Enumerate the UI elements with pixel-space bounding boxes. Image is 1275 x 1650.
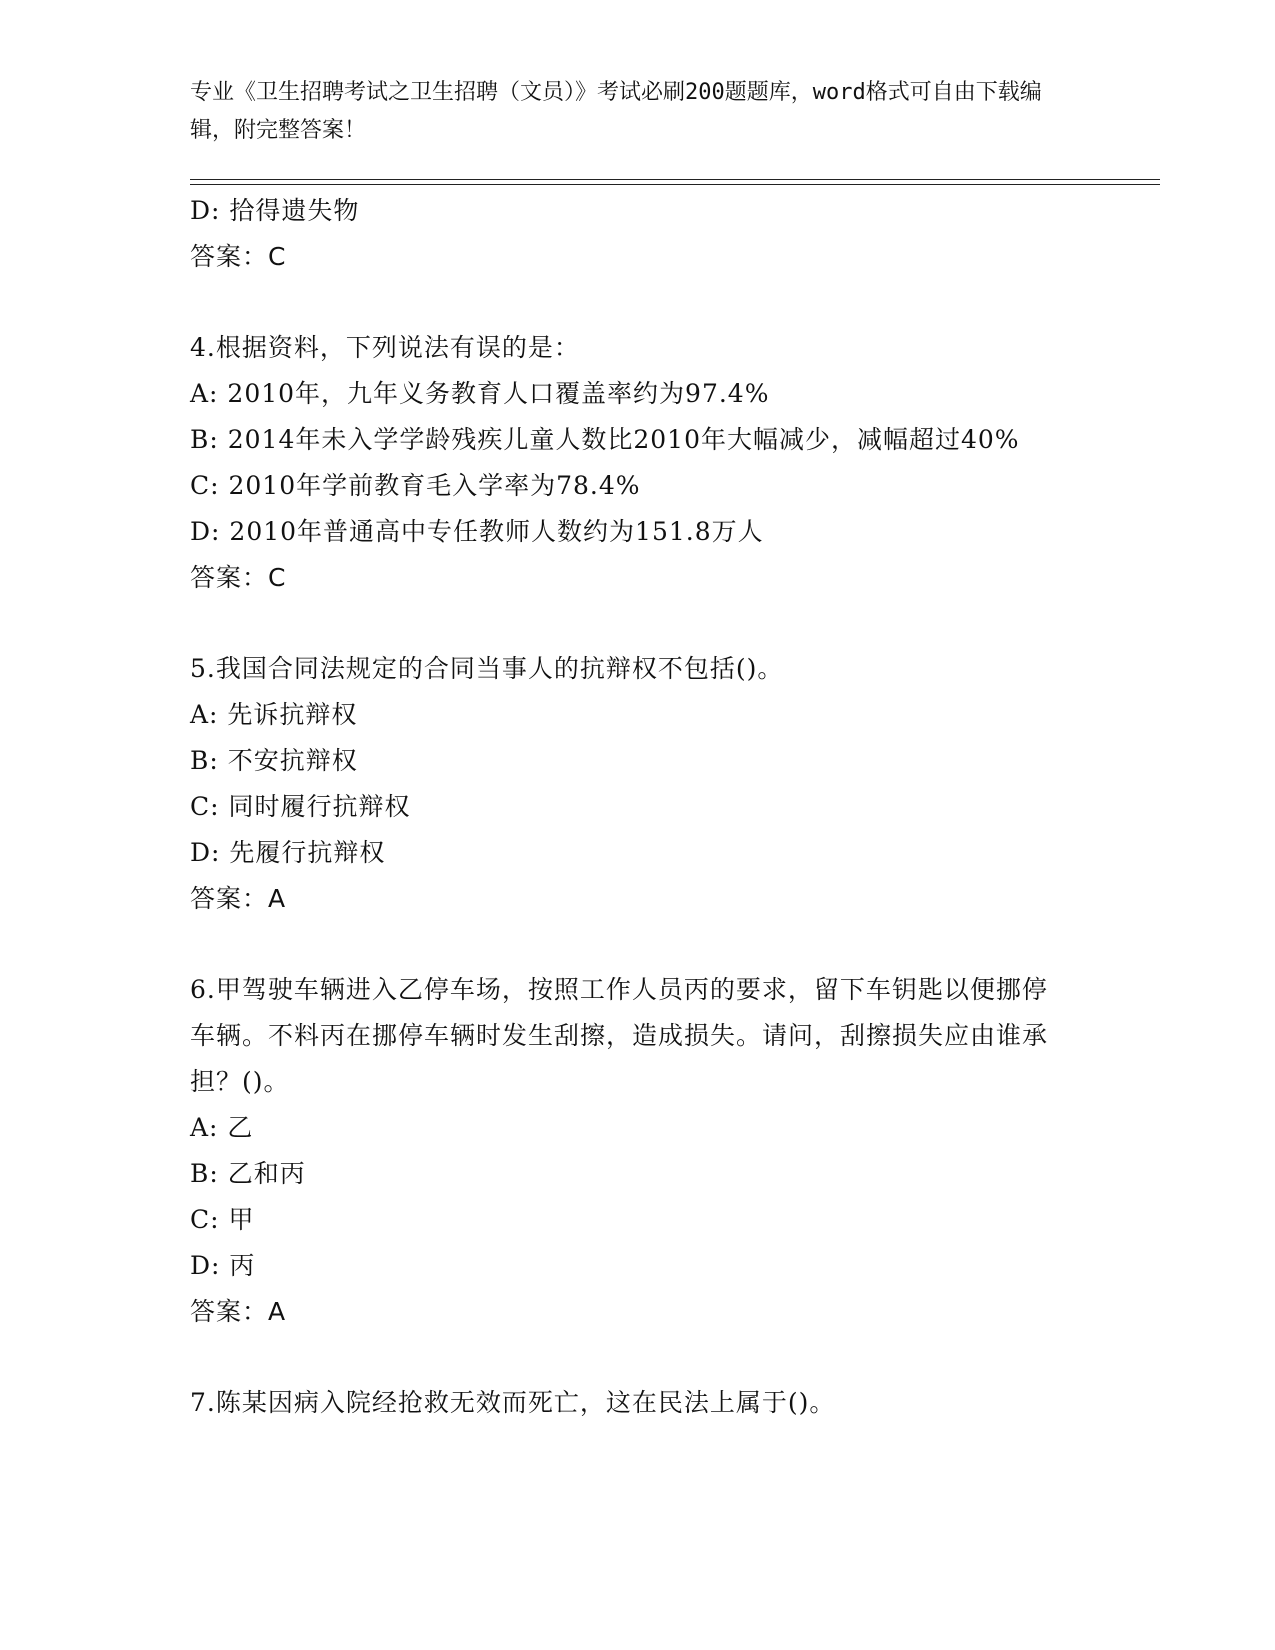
question-6 bbox=[190, 967, 1090, 1335]
question-text: 7.陈某因病入院经抢救无效而死亡，这在民法上属于()。 bbox=[190, 1388, 836, 1417]
question-text: 4.根据资料，下列说法有误的是： bbox=[190, 333, 580, 362]
spacer bbox=[190, 1335, 1090, 1380]
question-text: 5.我国合同法规定的合同当事人的抗辩权不包括()。 bbox=[190, 654, 784, 683]
answer: 答案：C bbox=[190, 242, 287, 271]
option-d: D: 拾得遗失物 bbox=[190, 196, 360, 225]
option-a: A: 先诉抗辩权 bbox=[190, 700, 358, 729]
question-list bbox=[190, 188, 1090, 1426]
option-d: D: 先履行抗辩权 bbox=[190, 838, 386, 867]
option-a: A: 乙 bbox=[190, 1113, 254, 1142]
answer: 答案：A bbox=[190, 1297, 287, 1326]
header-divider-bottom bbox=[190, 184, 1160, 185]
option-d: D: 2010年普通高中专任教师人数约为151.8万人 bbox=[190, 517, 764, 546]
option-b: B: 2014年未入学学龄残疾儿童人数比2010年大幅减少，减幅超过40% bbox=[190, 425, 1020, 454]
option-c: C: 甲 bbox=[190, 1205, 255, 1234]
question-7 bbox=[190, 1380, 1090, 1426]
option-c: C: 2010年学前教育毛入学率为78.4% bbox=[190, 471, 641, 500]
answer: 答案：A bbox=[190, 884, 287, 913]
spacer bbox=[190, 280, 1090, 325]
option-d: D: 丙 bbox=[190, 1251, 256, 1280]
spacer bbox=[190, 922, 1090, 967]
option-a: A: 2010年，九年义务教育人口覆盖率约为97.4% bbox=[190, 379, 770, 408]
header-divider-top bbox=[190, 179, 1160, 180]
spacer bbox=[190, 601, 1090, 646]
question-4 bbox=[190, 325, 1090, 601]
option-b: B: 乙和丙 bbox=[190, 1159, 306, 1188]
question-text: 6.甲驾驶车辆进入乙停车场，按照工作人员丙的要求，留下车钥匙以便挪停车辆。不料丙在挪停车辆时发生刮擦，造成损失。请问，刮擦损失应由谁承担？()。 bbox=[190, 975, 1049, 1096]
question-5 bbox=[190, 646, 1090, 922]
question-3-tail bbox=[190, 188, 1090, 280]
page-header: 专业《卫生招聘考试之卫生招聘（文员）》考试必刷200题题库，word格式可自由下载编辑，附完整答案！ bbox=[190, 80, 1042, 143]
option-c: C: 同时履行抗辩权 bbox=[190, 792, 411, 821]
answer: 答案：C bbox=[190, 563, 287, 592]
option-b: B: 不安抗辩权 bbox=[190, 746, 358, 775]
